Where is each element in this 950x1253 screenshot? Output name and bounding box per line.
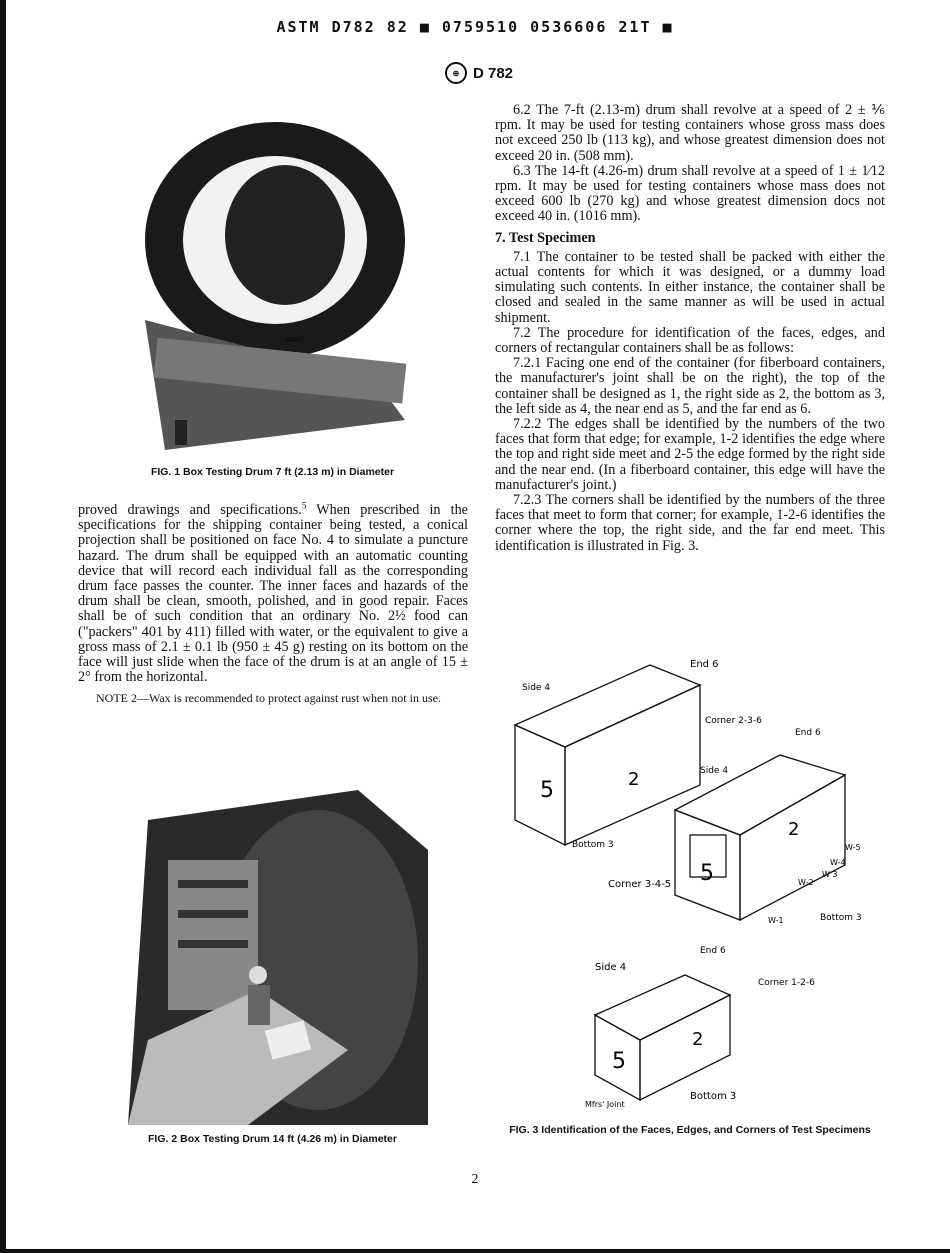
- fig3-label-side4: Side 4: [522, 683, 551, 693]
- fig3-label-w2: W-2: [798, 878, 814, 887]
- designation-header: [445, 62, 513, 84]
- fig3-label-bottom3: Bottom 3: [572, 840, 614, 850]
- footnote-ref: 5: [301, 500, 307, 511]
- fig3-label-w3: W 3: [822, 870, 838, 879]
- page-edge: [0, 0, 6, 1253]
- fig3-label-corner345: Corner 3-4-5: [608, 879, 672, 890]
- fig3-label-bottom3-c: Bottom 3: [690, 1091, 737, 1102]
- fig3-label-corner236: Corner 2-3-6: [705, 716, 762, 726]
- section-title-test-specimen: 7. Test Specimen: [495, 229, 596, 246]
- fig1-drum-photo: [125, 120, 425, 455]
- fig3-face2-c: 2: [692, 1029, 704, 1050]
- fig3-label-w1: W-1: [768, 916, 784, 925]
- fig2-caption: FIG. 2 Box Testing Drum 14 ft (4.26 m) in Diameter: [148, 1133, 397, 1145]
- note-2: NOTE 2—Wax is recommended to protect against rust when not in use.: [96, 691, 441, 706]
- fig3-label-w5: W-5: [845, 843, 861, 852]
- fig3-label-mfrs-joint: Mfrs' Joint: [585, 1100, 625, 1109]
- astm-logo-icon: ⊕: [445, 62, 467, 84]
- fig3-label-side4-b: Side 4: [700, 766, 729, 776]
- paragraph-7-2-3: 7.2.3 The corners shall be identified by the numbers of the three faces that meet to form that corner; for example, 1-2-6 identifies the corner where the top, the right side, and the far end meet. This identification is illustrated in Fig. 3.: [495, 492, 885, 554]
- right-column-text: [495, 103, 885, 554]
- paragraph-7-2: 7.2 The procedure for identification of the faces, edges, and corners of rectangular containers shall be as follows:: [495, 324, 885, 357]
- fig3-label-end6: End 6: [690, 659, 719, 670]
- document-code-header: ASTM D782 82 ■ 0759510 0536606 21T ■: [276, 18, 674, 36]
- fig3-face5-a: 5: [540, 778, 554, 803]
- fig3-face5-b: 5: [700, 861, 714, 886]
- fig3-label-w4: W-4: [830, 858, 846, 867]
- paragraph-drum-faces: [78, 500, 468, 686]
- fig3-label-end6-b: End 6: [795, 728, 821, 738]
- paragraph-7-1: 7.1 The container to be tested shall be packed with either the actual contents for which it was designed, or a dummy load simulating such contents. In either instance, the container shall be closed and sealed in the same manner as will be used in actual shipment.: [495, 248, 885, 326]
- p1-start: proved drawings and specifications.: [78, 502, 302, 518]
- fig3-caption: FIG. 3 Identification of the Faces, Edges, and Corners of Test Specimens: [509, 1124, 871, 1136]
- designation: D 782: [473, 64, 514, 82]
- page-number: 2: [471, 1172, 479, 1187]
- fig3-face2-b: 2: [788, 819, 800, 840]
- fig2-drum-photo: [128, 790, 428, 1125]
- fig3-label-corner126: Corner 1-2-6: [758, 978, 815, 988]
- page-bottom-rule: [0, 1249, 950, 1253]
- fig1-caption: FIG. 1 Box Testing Drum 7 ft (2.13 m) in Diameter: [150, 466, 395, 478]
- paragraph-7-2-2: 7.2.2 The edges shall be identified by the numbers of the two faces that form that edge; for example, 1-2 identifies the edge where the top and right side meet and 2-5 the edge formed by the right side and the near end. (In a fiberboard container, this edge will have the manufacturer's joint.): [495, 416, 885, 493]
- paragraph-6-3: 6.3 The 14-ft (4.26-m) drum shall revolve at a speed of 1 ± 1⁄12 rpm. It may be used for testing containers whose mass does not exceed 600 lb (270 kg) and whose greatest dimension docs not exceed 40 in. (1016 mm).: [495, 162, 885, 225]
- left-column-text: [78, 500, 468, 706]
- fig3-label-end6-c: End 6: [700, 946, 726, 956]
- paragraph-6-2: 6.2 The 7-ft (2.13-m) drum shall revolve at a speed of 2 ± ⅙ rpm. It may be used for testing containers whose gross mass does not exceed 250 lb (113 kg), and whose greatest dimension does not exceed 20 in. (508 mm).: [495, 102, 885, 164]
- fig3-label-bottom3-b: Bottom 3: [820, 913, 862, 923]
- fig3-label-side4-c: Side 4: [595, 962, 627, 973]
- fig3-face2-a: 2: [628, 769, 640, 790]
- fig3-box-bottom: [595, 975, 730, 1100]
- fig3-box-identification-diagram: [500, 655, 890, 1115]
- fig1-start-label: START: [285, 338, 305, 344]
- p1-rest: When prescribed in the specifications for the shipping container being tested, a conical projection shall be positioned on face No. 4 to simulate a puncture hazard. The drum shall be equipped with an automatic counting device that will record each individual fall as the corresponding drum face passes the counter. The inner faces and hazards of the drum shall be clean, smooth, polished, and in good repair. Faces shall be of such condition that an ordinary No. 2½ food can ("packers" 401 by 411) filled with water, or the equivalent to give a gross mass of 2.1 ± 0.1 lb (950 ± 45 g) resting on its bottom on the face will just slide when the face of the drum is at an angle of 15 ± 2° from the horizontal.: [78, 502, 468, 686]
- paragraph-7-2-1: 7.2.1 Facing one end of the container (for fiberboard containers, the manufacturer's joint shall be on the right), the top of the container shall be designed as 1, the right side as 2, the bottom as 3, the left side as 4, the near end as 5, and the far end as 6.: [495, 355, 885, 417]
- fig3-face5-c: 5: [612, 1049, 626, 1074]
